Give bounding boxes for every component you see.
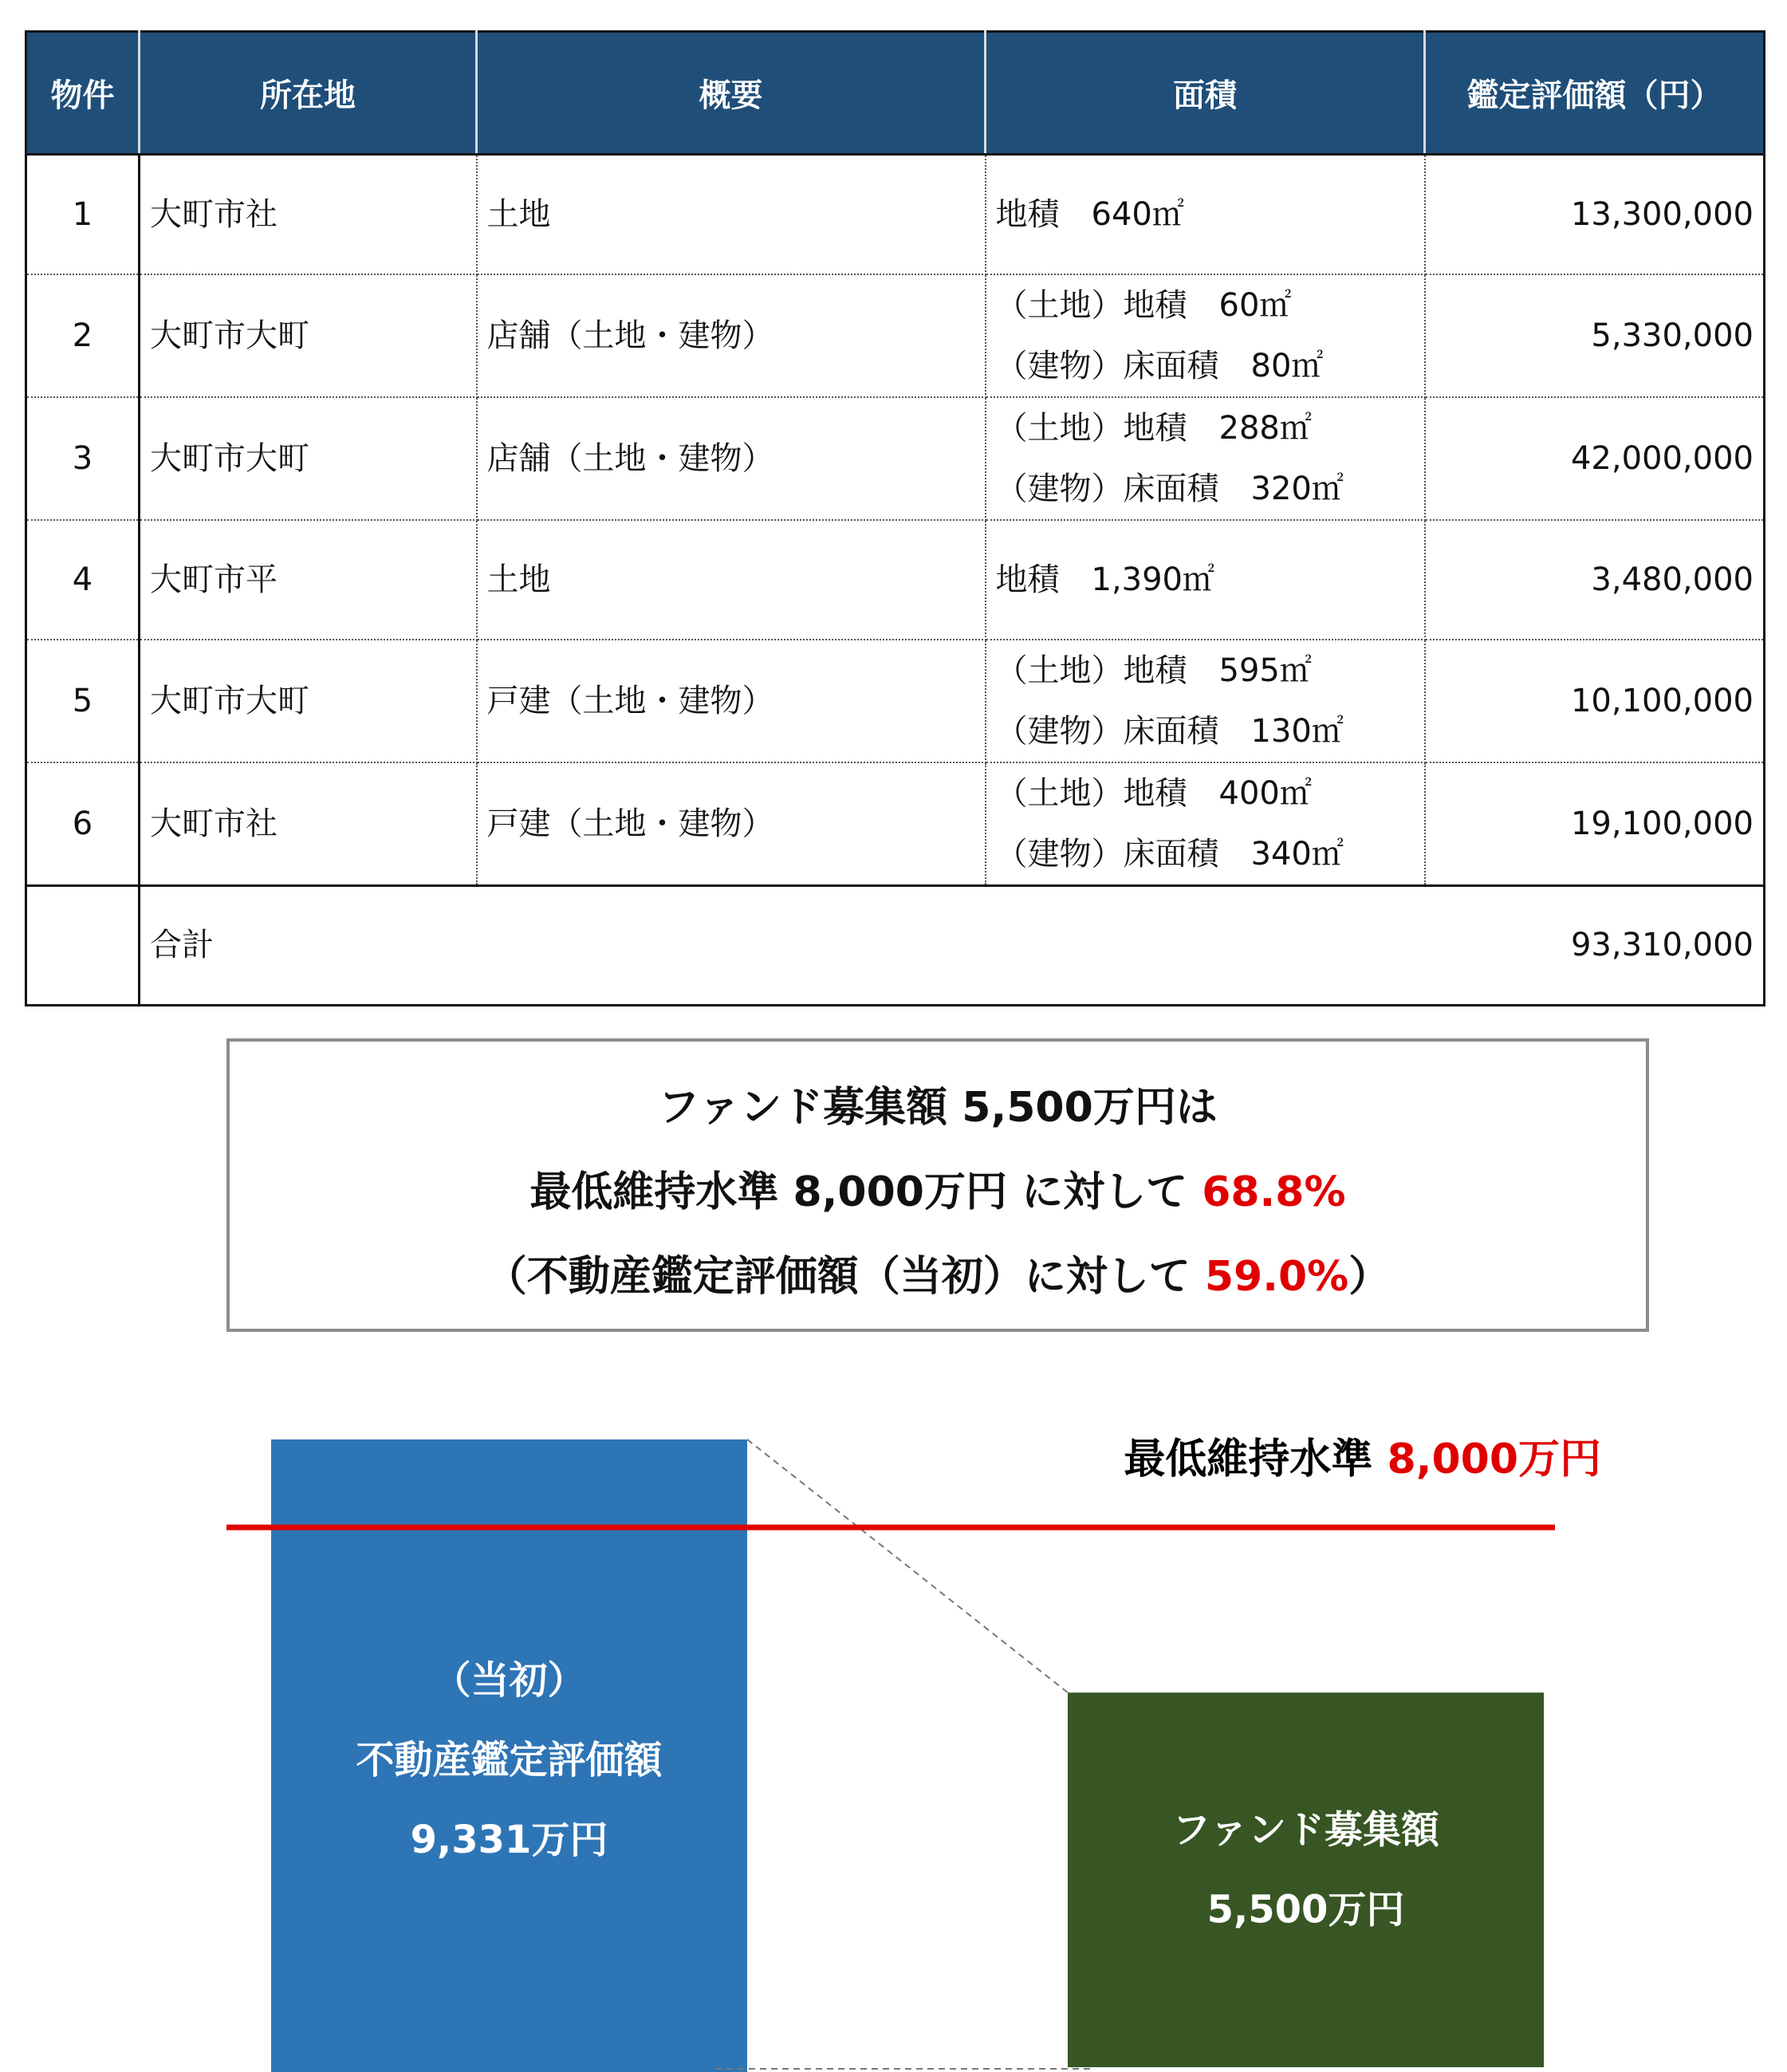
row-value: 13,300,000 (1425, 155, 1765, 274)
table-row (26, 520, 1765, 640)
row-number: 1 (26, 155, 140, 274)
area-line-land: （土地）地積 400㎡ (995, 774, 1312, 812)
area-line-building: （建物）床面積 130㎡ (995, 712, 1344, 750)
area-line-building: （建物）床面積 320㎡ (995, 470, 1344, 507)
row-number: 2 (26, 274, 140, 397)
row-value: 10,100,000 (1425, 640, 1765, 762)
row-value: 19,100,000 (1425, 762, 1765, 886)
fund-bar (1068, 1692, 1544, 2067)
total-value: 93,310,000 (1425, 885, 1765, 1005)
summary-line-3 (230, 1243, 1646, 1302)
comparison-chart (0, 1420, 1787, 2072)
row-summary: 店舗（土地・建物） (477, 274, 986, 397)
appraisal-bar-value-label: 9,331万円 (410, 1817, 608, 1862)
row-number: 6 (26, 762, 140, 886)
area-line-land: （土地）地積 595㎡ (995, 652, 1312, 689)
row-summary: 戸建（土地・建物） (477, 762, 986, 886)
summary-line-3-text: （不動産鑑定評価額（当初）に対して (485, 1253, 1205, 1301)
property-table (25, 30, 1765, 1006)
row-summary: 土地 (477, 520, 986, 640)
row-area (986, 397, 1425, 520)
header-location: 所在地 (140, 32, 477, 155)
appraisal-bar-label-2: 不動産鑑定評価額 (356, 1737, 663, 1782)
row-value: 5,330,000 (1425, 274, 1765, 397)
area-line-building: （建物）床面積 80㎡ (995, 347, 1324, 384)
row-location: 大町市大町 (140, 274, 477, 397)
row-value: 42,000,000 (1425, 397, 1765, 520)
summary-line-2-text: 最低維持水準 8,000万円 に対して (529, 1168, 1202, 1216)
minimum-standard-label (1124, 1436, 1601, 1483)
row-value: 3,480,000 (1425, 520, 1765, 640)
header-number: 物件 (26, 32, 140, 155)
summary-line-2 (230, 1158, 1646, 1218)
total-label: 合計 (140, 885, 1425, 1005)
row-area (986, 520, 1425, 640)
row-area (986, 762, 1425, 886)
area-line-land: （土地）地積 60㎡ (995, 286, 1292, 324)
table-row (26, 397, 1765, 520)
header-summary: 概要 (477, 32, 986, 155)
row-area (986, 640, 1425, 762)
header-area: 面積 (986, 32, 1425, 155)
table-row (26, 155, 1765, 274)
row-location: 大町市平 (140, 520, 477, 640)
fund-bar-value-label: 5,500万円 (1206, 1887, 1405, 1932)
fund-bar-label-1: ファンド募集額 (1171, 1807, 1440, 1853)
total-number-cell (26, 885, 140, 1005)
row-location: 大町市社 (140, 155, 477, 274)
minimum-standard-text: 最低維持水準 (1124, 1436, 1387, 1484)
row-summary: 土地 (477, 155, 986, 274)
ratio-to-standard: 68.8% (1202, 1168, 1346, 1216)
connector-line-top (747, 1440, 1068, 1692)
minimum-standard-value: 8,000万円 (1387, 1436, 1601, 1484)
area-line: 地積 640㎡ (995, 195, 1184, 233)
header-appraisal-value: 鑑定評価額（円） (1425, 32, 1765, 155)
row-area (986, 155, 1425, 274)
area-line: 地積 1,390㎡ (995, 561, 1215, 598)
appraisal-bar-label-1: （当初） (432, 1657, 586, 1703)
row-location: 大町市大町 (140, 397, 477, 520)
table-row (26, 640, 1765, 762)
table-header-row (26, 32, 1765, 155)
row-number: 3 (26, 397, 140, 520)
table-row (26, 274, 1765, 397)
ratio-to-appraisal: 59.0% (1204, 1253, 1349, 1301)
total-row (26, 885, 1765, 1005)
summary-line-3-close: ） (1348, 1253, 1391, 1301)
row-location: 大町市大町 (140, 640, 477, 762)
row-summary: 戸建（土地・建物） (477, 640, 986, 762)
row-number: 4 (26, 520, 140, 640)
row-summary: 店舗（土地・建物） (477, 397, 986, 520)
area-line-land: （土地）地積 288㎡ (995, 409, 1312, 447)
row-number: 5 (26, 640, 140, 762)
table-row (26, 762, 1765, 886)
summary-line-1: ファンド募集額 5,500万円は (658, 1084, 1218, 1132)
area-line-building: （建物）床面積 340㎡ (995, 835, 1344, 873)
row-location: 大町市社 (140, 762, 477, 886)
summary-box (226, 1038, 1649, 1332)
row-area (986, 274, 1425, 397)
